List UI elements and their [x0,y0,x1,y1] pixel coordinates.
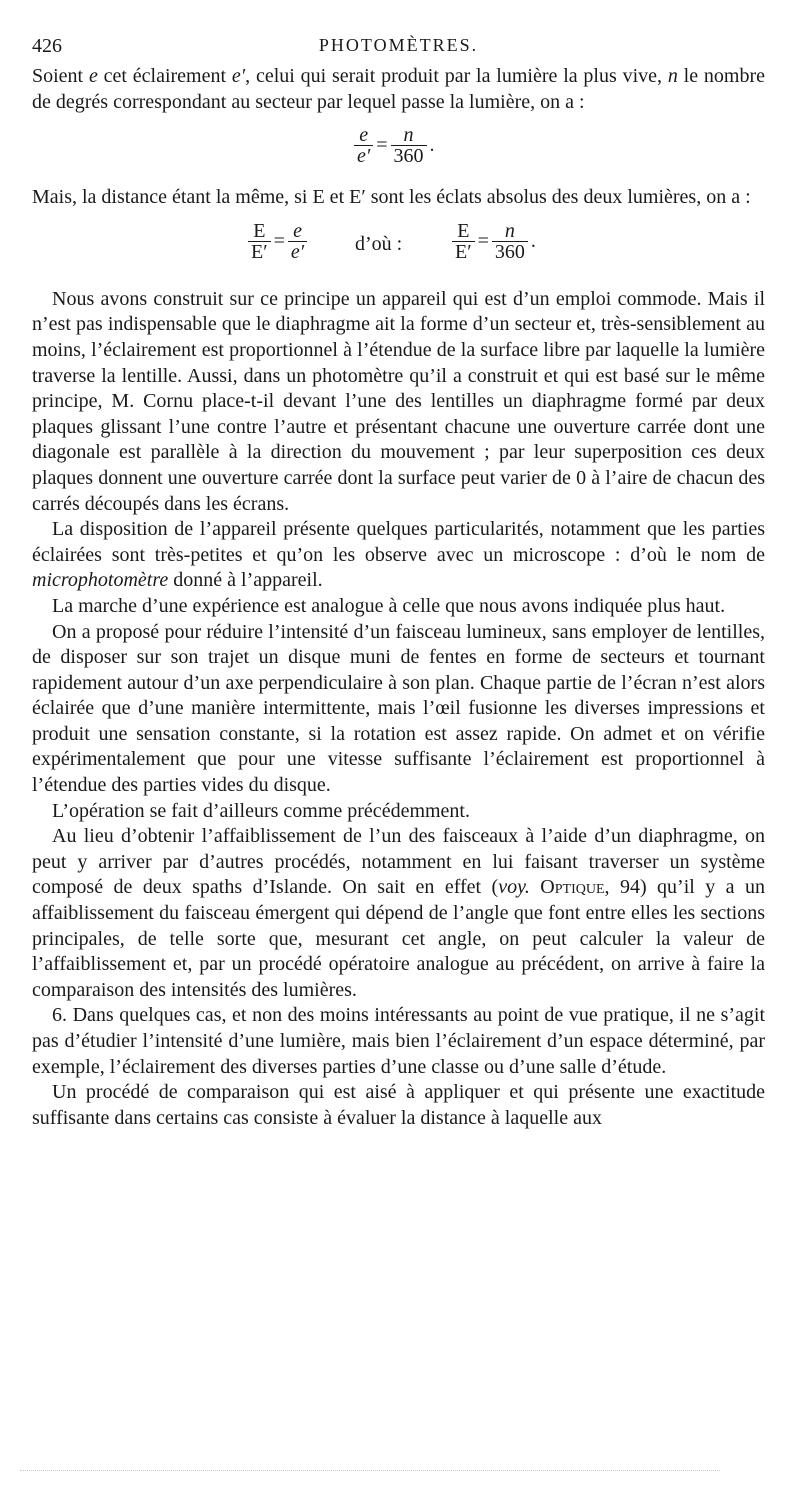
formula-connector: d’où : [355,232,403,255]
paragraph-6: On a proposé pour réduire l’intensité d’un faisceau lumineux, sans employer de lentilles, de disposer sur son trajet un disque muni de fentes en forme de secteurs et tournant rapidement autour d’un axe perpendiculaire à son plan. Chaque partie de l’écran n’est alors éclairée que d’une manière intermittente, mais l’œil fusionne les diverses impressions et produit une sensation constante, si la rotation est assez rapide. On admet et on vérifie expérimentalement que pour une vitesse suffisante l’éclairement est proportionnel à l’étendue des parties vides du disque. [32,620,765,797]
paragraph-7: L’opération se fait d’ailleurs comme précédemment. [52,799,470,822]
paragraph-1: Soient e cet éclairement e′, celui qui serait produit par la lumière la plus vive, n le nombre de degrés correspondant au secteur par lequel passe la lumière, on a : [32,65,765,113]
running-title: PHOTOMÈTRES. [318,35,479,55]
page-body [32,64,765,1131]
paragraph-2: Mais, la distance étant la même, si E et E′ sont les éclats absolus des deux lumières, on a : [32,186,751,209]
paragraph-8: Au lieu d’obtenir l’affaiblissement de l’un des faisceaux à l’aide d’un diaphragme, on peut y arriver par d’autres procédés, notamment en lui faisant traverser un système composé de deux spaths d’Islande. On sait en effet (voy. Optique, 94) qu’il y a un affaiblissement du faisceau émergent qui dépend de l’angle que font entre elles les sections principales, de telle sorte que, mesurant cet angle, on peut calculer la valeur de l’affaiblissement et, par un procédé opératoire analogue au précédent, on arrive à faire la comparaison des intensités des lumières. [32,825,765,1001]
paragraph-9: 6. Dans quelques cas, et non des moins intéressants au point de vue pratique, il ne s’agit pas d’étudier l’intensité d’une lumière, mais bien l’éclairement d’un espace déterminé, par exemple, l’éclairement des diverses parties d’une classe ou d’une salle d’étude. [32,1004,765,1078]
paragraph-3: Nous avons construit sur ce principe un appareil qui est d’un emploi commode. Mais il n’est pas indispensable que le diaphragme ait la forme d’un secteur et, très-sensiblement au moins, l’éclairement est proportionnel à l’étendue de la surface libre par laquelle la lumière traverse la lentille. Aussi, dans un photomètre qu’il a construit et qui est basé sur le même principe, M. Cornu place-t-il devant l’une des lentilles un diaphragme formé par deux plaques glissant l’une contre l’autre et présentant chacune une ouverture carrée dont une diagonale est parallèle à la direction du mouvement ; par leur superposition ces deux plaques donnent une ouverture carrée dont la surface peut varier de 0 à l’aire de chacun des carrés découpés dans les écrans. [32,287,765,515]
page-number: 426 [32,35,62,57]
bottom-scan-artifact [20,1470,720,1471]
paragraph-5: La marche d’une expérience est analogue à celle que nous avons indiquée plus haut. [52,594,726,617]
paragraph-4: La disposition de l’appareil présente quelques particularités, notamment que les parties éclairées sont très-petites et qu’on les observe avec un microscope : d’où le nom de microphotomètre donné à l’appareil. [32,518,765,592]
formula-ratio-E: $\frac{E}{E'}$ = $\frac{e}{e'}$ d’où : $\frac{E}{E'}$ = $\frac{n}{360}$ . [32,211,765,287]
formula-ratio-e: $\frac{e}{e'}$ = $\frac{n}{360}$ . [32,115,765,185]
paragraph-10: Un procédé de comparaison qui est aisé à appliquer et qui présente une exactitude suffisante dans certains cas consiste à évaluer la distance à laquelle aux [32,1081,765,1129]
page-header [32,35,765,65]
